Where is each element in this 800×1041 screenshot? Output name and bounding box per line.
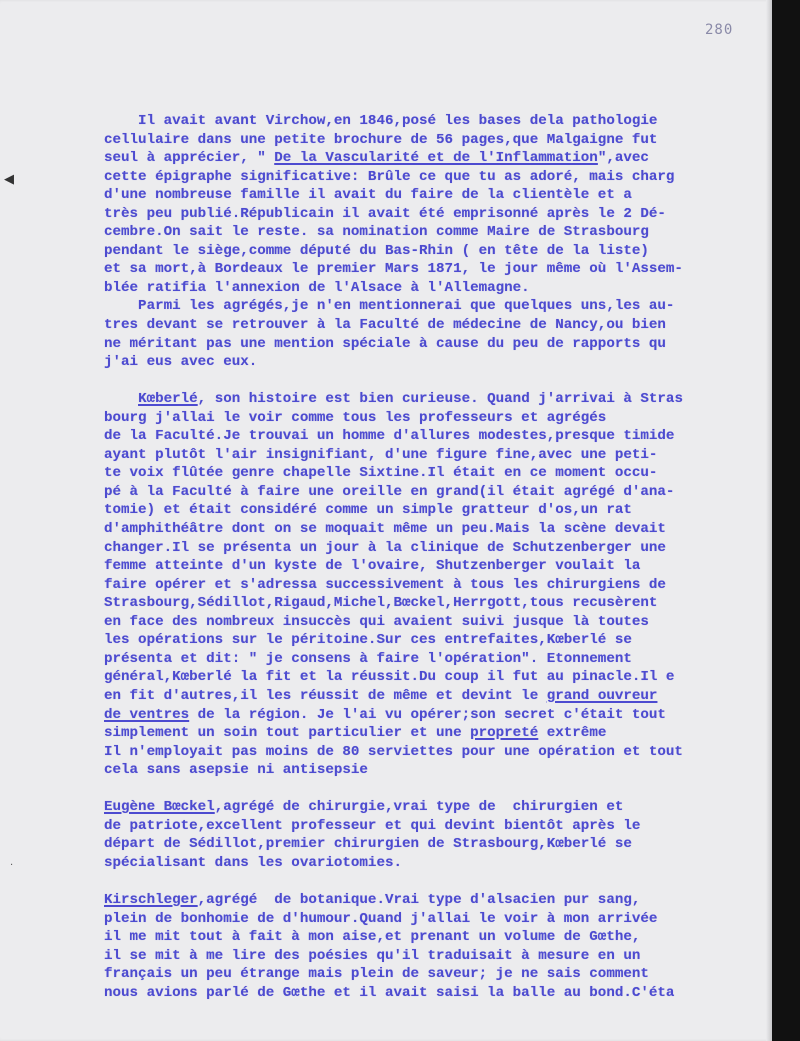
page-number: 280 — [705, 22, 734, 38]
text-line — [104, 928, 780, 947]
text-line — [104, 242, 780, 261]
text-line — [104, 446, 780, 465]
text-segment: Strasbourg,Sédillot,Rigaud,Michel,Bœckel,Herrgott,tous recusèrent — [104, 595, 658, 612]
text-segment: cellulaire dans une petite brochure de 56 pages,que Malgaigne fut — [104, 131, 658, 148]
paragraph — [104, 112, 780, 372]
text-segment: blée ratifia l'annexion de l'Alsace à l'Allemagne. — [104, 279, 530, 296]
text-line — [104, 631, 780, 650]
text-line — [104, 353, 780, 372]
text-line — [104, 594, 780, 613]
text-line — [104, 910, 780, 929]
text-line — [104, 390, 780, 409]
text-line — [104, 131, 780, 150]
text-segment: Il n'employait pas moins de 80 serviettes pour une opération et tout — [104, 743, 683, 760]
text-line — [104, 984, 780, 1003]
text-segment: ,agrégé de botanique.Vrai type d'alsacien pur sang, — [197, 891, 641, 908]
underlined-text: Eugène Bœckel — [104, 799, 215, 816]
text-line — [104, 798, 780, 817]
text-line — [104, 205, 780, 224]
text-segment: ,agrégé de chirurgie,vrai type de chirurgien et — [214, 799, 624, 816]
text-segment: en fit d'autres,il les réussit de même et devint le — [104, 687, 547, 704]
text-segment: tres devant se retrouver à la Faculté de médecine de Nancy,ou bien — [104, 317, 666, 334]
text-line — [104, 706, 780, 725]
text-segment: te voix flûtée genre chapelle Sixtine.Il était en ce moment occu- — [104, 465, 658, 482]
text-segment: départ de Sédillot,premier chirurgien de Strasbourg,Kœberlé se — [104, 836, 632, 853]
typed-body-text — [104, 112, 780, 1002]
text-line — [104, 947, 780, 966]
paragraph-gap — [104, 372, 780, 391]
text-segment: il me mit tout à fait à mon aise,et prenant un volume de Gœthe, — [104, 929, 641, 946]
paragraph-gap — [104, 780, 780, 799]
text-segment: très peu publié.Républicain il avait été emprisonné après le 2 Dé- — [104, 205, 666, 222]
underlined-text: de ventres — [104, 706, 190, 723]
text-segment: nous avions parlé de Gœthe et il avait saisi la balle au bond.C'éta — [104, 984, 675, 1001]
text-segment: bourg j'allai le voir comme tous les professeurs et agrégés — [104, 409, 607, 426]
text-line — [104, 576, 780, 595]
text-segment: plein de bonhomie de d'humour.Quand j'allai le voir à mon arrivée — [104, 910, 658, 927]
text-segment: tomie) et était considéré comme un simple gratteur d'os,un rat — [104, 502, 632, 519]
text-segment: changer.Il se présenta un jour à la clinique de Schutzenberger une — [104, 539, 666, 556]
underlined-text: grand ouvreur — [546, 687, 658, 704]
text-segment: il se mit à me lire des poésies qu'il traduisait à mesure en un — [104, 947, 641, 964]
text-segment — [104, 391, 138, 407]
text-segment: Il avait avant Virchow,en 1846,posé les bases dela pathologie — [104, 113, 658, 129]
text-line — [104, 539, 780, 558]
text-line — [104, 724, 780, 743]
text-segment: pé à la Faculté à faire une oreille en grand(il était agrégé d'ana- — [104, 483, 675, 500]
text-segment: j'ai eus avec eux. — [104, 354, 258, 371]
text-line — [104, 335, 780, 354]
text-segment: ",avec — [597, 150, 649, 167]
text-segment: cembre.On sait le reste. sa nomination comme Maire de Strasbourg — [104, 224, 649, 241]
text-segment: femme atteinte d'un kyste de l'ovaire, Shutzenberger voulait la — [104, 558, 641, 575]
paragraph — [104, 891, 780, 1002]
text-line — [104, 316, 780, 335]
text-segment: , son histoire est bien curieuse. Quand j'arrivai à Stras — [197, 391, 683, 408]
text-line — [104, 464, 780, 483]
text-line — [104, 854, 780, 873]
text-line — [104, 687, 780, 706]
paragraph-gap — [104, 872, 780, 891]
paragraph — [104, 798, 780, 872]
text-line — [104, 279, 780, 298]
text-segment: cela sans asepsie ni antisepsie — [104, 762, 368, 779]
underlined-text: De la Vascularité et de l'Inflammation — [274, 150, 598, 167]
text-segment: et sa mort,à Bordeaux le premier Mars 1871, le jour même où l'Assem- — [104, 261, 683, 278]
text-line — [104, 260, 780, 279]
text-line — [104, 520, 780, 539]
text-segment: français un peu étrange mais plein de saveur; je ne sais comment — [104, 966, 649, 983]
text-segment: simplement un soin tout particulier et une — [104, 725, 471, 742]
text-segment: d'une nombreuse famille il avait du faire de la clientèle et a — [104, 187, 632, 204]
text-segment: spécialisant dans les ovariotomies. — [104, 854, 402, 871]
text-line — [104, 668, 780, 687]
text-line — [104, 297, 780, 316]
text-segment: Parmi les agrégés,je n'en mentionnerai que quelques uns,les au- — [104, 298, 675, 315]
text-line — [104, 501, 780, 520]
text-line — [104, 743, 780, 762]
text-line — [104, 650, 780, 669]
text-segment: général,Kœberlé la fit et la réussit.Du coup il fut au pinacle.Il e — [104, 669, 675, 686]
text-segment: de patriote,excellent professeur et qui devint bientôt après le — [104, 817, 641, 834]
text-line — [104, 891, 780, 910]
text-line — [104, 186, 780, 205]
text-segment: seul à apprécier, " — [104, 150, 275, 167]
text-segment: ne méritant pas une mention spéciale à cause du peu de rapports qu — [104, 335, 666, 352]
text-line — [104, 483, 780, 502]
text-line — [104, 223, 780, 242]
text-segment: pendant le siège,comme député du Bas-Rhin ( en tête de la liste) — [104, 242, 649, 259]
text-segment: les opérations sur le péritoine.Sur ces entrefaites,Kœberlé se — [104, 632, 632, 649]
text-segment: faire opérer et s'adressa successivement à tous les chirurgiens de — [104, 576, 666, 593]
text-line — [104, 613, 780, 632]
underlined-text: propreté — [470, 725, 539, 742]
text-line — [104, 817, 780, 836]
text-segment: présenta et dit: " je consens à faire l'opération". Etonnement — [104, 650, 632, 667]
text-line — [104, 965, 780, 984]
text-line — [104, 168, 780, 187]
text-line — [104, 112, 780, 131]
text-line — [104, 149, 780, 168]
text-line — [104, 557, 780, 576]
text-segment: en face des nombreux insuccès qui avaient suivi jusque là toutes — [104, 613, 649, 630]
underlined-text: Kirschleger — [104, 891, 198, 908]
margin-dot-mark: · — [10, 860, 14, 871]
text-line — [104, 835, 780, 854]
text-line — [104, 409, 780, 428]
text-segment: d'amphithéâtre dont on se moquait même un peu.Mais la scène devait — [104, 521, 666, 538]
margin-arrow-mark: ◀ — [4, 172, 14, 187]
text-segment: de la région. Je l'ai vu opérer;son secret c'était tout — [189, 706, 666, 723]
paragraph — [104, 390, 780, 779]
text-line — [104, 427, 780, 446]
text-segment: ayant plutôt l'air insignifiant, d'une figure fine,avec une peti- — [104, 446, 658, 463]
text-line — [104, 761, 780, 780]
text-segment: de la Faculté.Je trouvai un homme d'allures modestes,presque timide — [104, 428, 675, 445]
text-segment: cette épigraphe significative: Brûle ce que tu as adoré, mais charg — [104, 168, 675, 185]
text-segment: extrême — [538, 725, 607, 742]
underlined-text: Kœberlé — [138, 391, 198, 408]
